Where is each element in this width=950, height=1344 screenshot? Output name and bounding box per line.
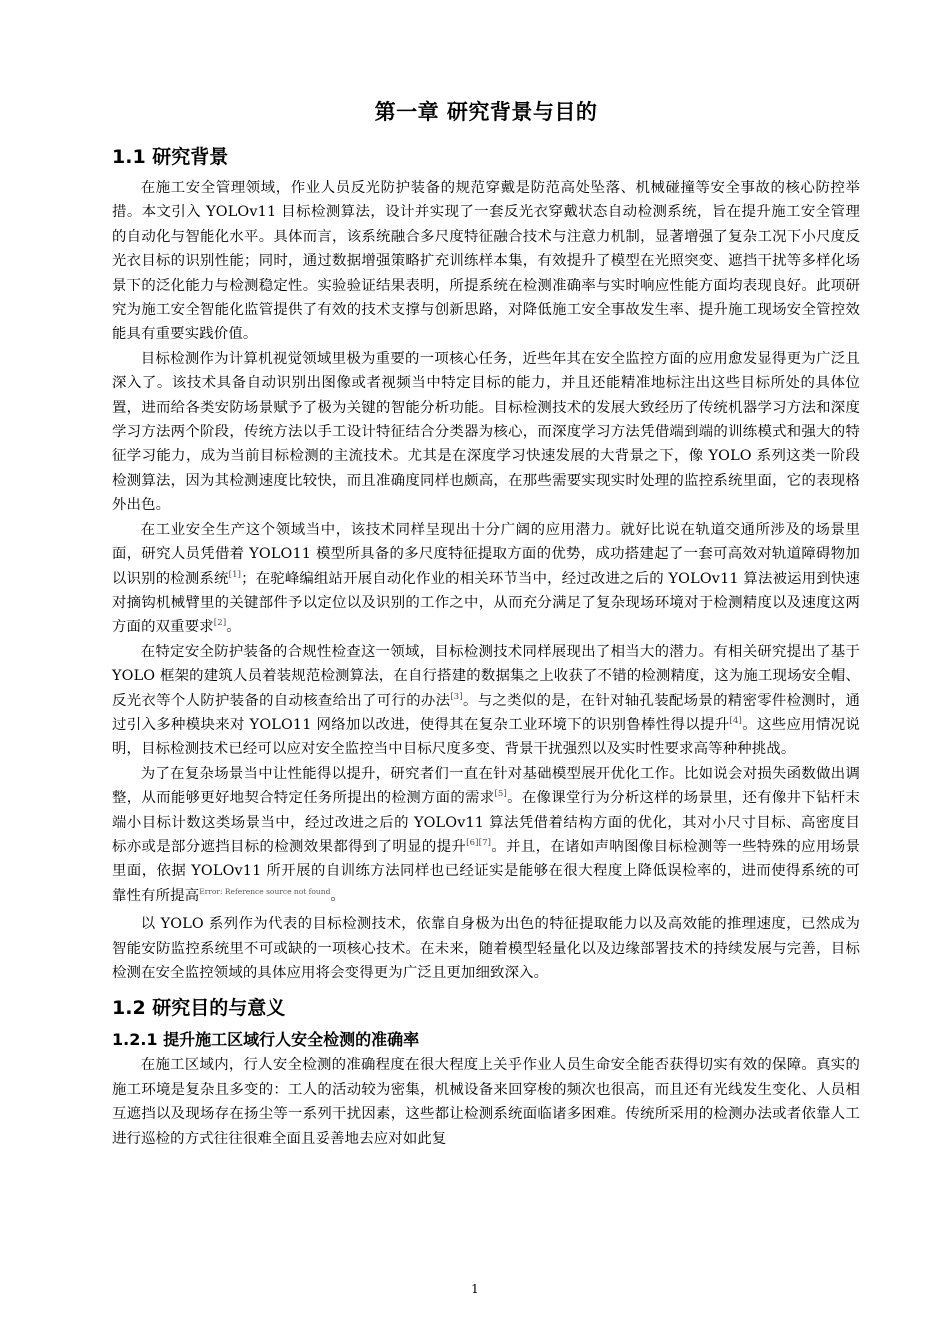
citation-ref[interactable]: [2] (213, 618, 227, 629)
paragraph-background-2: 目标检测作为计算机视觉领域里极为重要的一项核心任务，近些年其在安全监控方面的应用愈发显得更为广泛且深入了。该技术具备自动识别出图像或者视频当中特定目标的能力，并且还能精准地标注出这些目标所处的具体位置，进而给各类安防场景赋予了极为关键的智能分析功能。目标检测技术的发展大致经历了传统机器学习方法和深度学习方法两个阶段，传统方法以手工设计特征结合分类器为核心，而深度学习方法凭借端到端的训练模式和强大的特征学习能力，成为当前目标检测的主流技术。尤其是在深度学习快速发展的大背景之下，像 YOLO 系列这类一阶段检测算法，因为其检测速度比较快，而且准确度同样也颇高，在那些需要实现实时处理的监控系统里面，它的表现格外出色。 (112, 350, 860, 514)
subsection-heading-1-2-1: 1.2.1 提升施工区域行人安全检测的准确率 (112, 1030, 420, 1050)
paragraph-text: 。 (226, 619, 241, 636)
citation-ref[interactable]: [5] (494, 789, 507, 800)
citation-ref[interactable]: [4] (729, 716, 742, 727)
page-content (112, 96, 860, 1151)
spacer (112, 985, 860, 993)
paragraph-text: 为了在复杂场景当中让性能得以提升，研究者们一直在针对基础模型展开优化工作。比如说会对损失函数做出调整，从而能够更好地契合特定任务所提出的检测方面的需求 (112, 765, 860, 807)
citation-ref[interactable]: [1] (228, 569, 242, 580)
paragraph-text: 在特定安全防护装备的合规性检查这一领域，目标检测技术同样展现出了相当大的潜力。有相关研究提出了基于 YOLO 框架的建筑人员着装规范检测算法，在自行搭建的数据集之上收获了不错的检测精度，这为施工现场安全帽、反光衣等个人防护装备的自动核查给出了可行的办法 (112, 643, 860, 709)
paragraph-text: 。与之类似的是，在针对轴孔装配场景的精密零件检测时，通过引入多种模块来对 YOLO11 网络加以改进，使得其在复杂工业环境下的识别鲁棒性得以提升 (112, 692, 860, 733)
chapter-title: 第一章 研究背景与目的 (374, 100, 598, 124)
paragraph-text: 在工业安全生产这个领域当中，该技术同样呈现出十分广阔的应用潜力。就好比说在轨道交通所涉及的场景里面，研究人员凭借着 YOLO11 模型所具备的多尺度特征提取方面的优势，成功搭建起了一套可高效对轨道障碍物加以识别的检测系统 (112, 521, 860, 587)
paragraph-text: ；在驼峰编组站开展自动化作业的相关环节当中，经过改进之后的 YOLOv11 算法被运用到快速对摘钩机械臂里的关键部件予以定位以及识别的工作之中，从而充分满足了复杂现场环境对于检测精度以及速度这两方面的双重要求 (112, 570, 860, 636)
paragraph-purpose-1: 在施工区域内，行人安全检测的准确程度在很大程度上关乎作业人员生命安全能否获得切实有效的保障。真实的施工环境是复杂且多变的：工人的活动较为密集，机械设备来回穿梭的频次也很高，而且还有光线发生变化、人员相互遮挡以及现场存在扬尘等一系列干扰因素，这些都让检测系统面临诸多困难。传统所采用的检测办法或者依靠人工进行巡检的方式往往很难全面且妥善地去应对如此复 (112, 1057, 860, 1147)
paragraph-background-6: 以 YOLO 系列作为代表的目标检测技术，依靠自身极为出色的特征提取能力以及高效能的推理速度，已然成为智能安防监控系统里不可或缺的一项核心技术。在未来，随着模型轻量化以及边缘部署技术的持续发展与完善，目标检测在安全监控领域的具体应用将会变得更为广泛且更加细致深入。 (112, 916, 860, 981)
paragraph-background-3 (112, 518, 860, 640)
paragraph-text: 。在像课堂行为分析这样的场景里，还有像井下钻杆末端小目标计数这类场景当中，经过改进之后的 YOLOv11 算法凭借着结构方面的优化，其对小尺寸目标、高密度目标亦或是部分遮挡目标的检测效果都得到了明显的提升 (112, 790, 861, 855)
paragraph-text: 。这些应用情况说明，目标检测技术已经可以应对安全监控当中目标尺度多变、背景干扰强烈以及实时性要求高等种种挑战。 (112, 716, 861, 758)
paragraph-background-1: 在施工安全管理领域，作业人员反光防护装备的规范穿戴是防范高处坠落、机械碰撞等安全事故的核心防控举措。本文引入 YOLOv11 目标检测算法，设计并实现了一套反光衣穿戴状态自动检测系统，旨在提升施工安全管理的自动化与智能化水平。具体而言，该系统融合多尺度特征融合技术与注意力机制，显著增强了复杂工况下小尺度反光衣目标的识别性能；同时，通过数据增强策略扩充训练样本集，有效提升了模型在光照突变、遮挡干扰等多样化场景下的泛化能力与检测稳定性。实验验证结果表明，所提系统在检测准确率与实时响应性能方面均表现良好。此项研究为施工安全智能化监管提供了有效的技术支撑与创新思路，对降低施工安全事故发生率、提升施工现场安全管控效能具有重要实践价值。 (112, 180, 860, 343)
citation-ref[interactable]: [7] (478, 838, 492, 849)
paragraph-text: 。 (330, 887, 345, 904)
section-heading-1-1: 1.1 研究背景 (112, 146, 229, 168)
citation-ref[interactable]: [6] (466, 838, 479, 849)
page-number: 1 (471, 1282, 479, 1296)
section-heading-1-2: 1.2 研究目的与意义 (112, 997, 286, 1020)
paragraph-background-4 (112, 640, 860, 762)
paragraph-background-5 (112, 762, 860, 908)
reference-error: Error: Reference source not found (199, 886, 331, 896)
paragraph-text: 。并且，在诸如声呐图像目标检测等一些特殊的应用场景里面，依据 YOLOv11 所开展的自训练方法同样也已经证实是能够在很大程度上降低误检率的，进而使得系统的可靠性有所提高 (112, 838, 860, 904)
citation-ref[interactable]: [3] (450, 691, 463, 702)
